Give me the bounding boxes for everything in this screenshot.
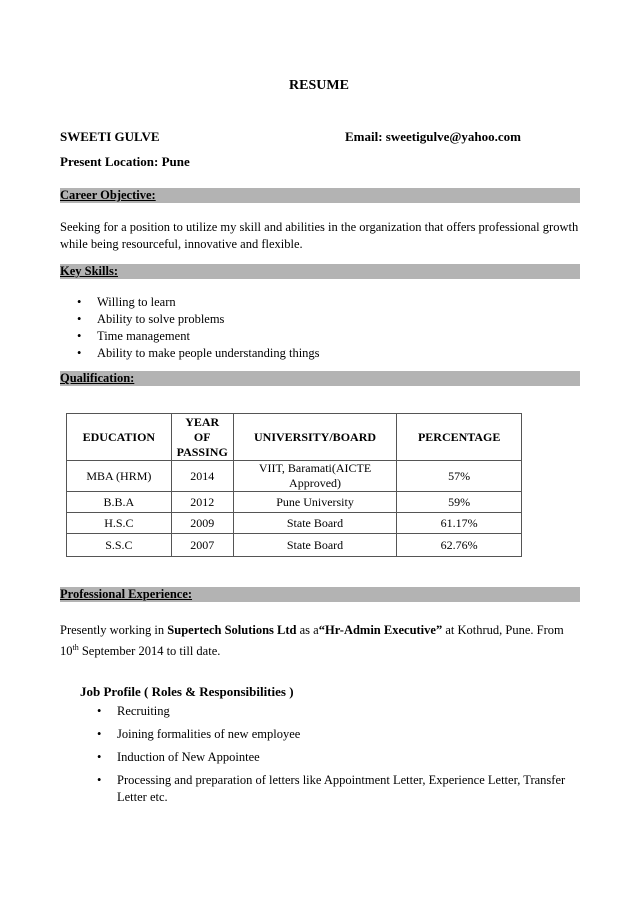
- table-cell: 57%: [397, 461, 522, 492]
- experience-text-part: Presently working in: [60, 623, 168, 637]
- experience-text-part: as a: [296, 623, 319, 637]
- table-cell: 59%: [397, 492, 522, 513]
- list-item: [77, 345, 320, 362]
- qualification-table: [66, 413, 522, 557]
- skill-text: Ability to make people understanding things: [97, 346, 320, 360]
- responsibility-text: Processing and preparation of letters like Appointment Letter, Experience Letter, Transfer Letter etc.: [117, 773, 566, 804]
- company-name: Supertech Solutions Ltd: [167, 623, 297, 637]
- experience-text-part: at Kothrud, Pune. From 10: [60, 623, 564, 659]
- candidate-email: Email: sweetigulve@yahoo.com: [345, 129, 522, 144]
- table-header-row: [67, 414, 522, 461]
- table-cell: 2009: [171, 513, 233, 534]
- bullet-icon: •: [97, 727, 102, 741]
- table-cell: State Board: [233, 534, 397, 557]
- list-item: [77, 311, 320, 328]
- skill-text: Willing to learn: [97, 295, 176, 309]
- list-item: [97, 749, 582, 766]
- table-row: [67, 461, 522, 492]
- bullet-icon: •: [97, 704, 102, 718]
- skills-list: [77, 294, 320, 362]
- list-item: [97, 703, 582, 720]
- section-heading: Qualification:: [60, 371, 135, 385]
- section-career-objective: [60, 188, 580, 203]
- table-cell: 2007: [171, 534, 233, 557]
- table-cell: 2014: [171, 461, 233, 492]
- responsibility-text: Induction of New Appointee: [117, 750, 260, 764]
- present-location: Present Location: Pune: [60, 154, 190, 169]
- responsibility-text: Joining formalities of new employee: [117, 727, 301, 741]
- bullet-icon: •: [97, 750, 102, 764]
- bullet-icon: •: [97, 773, 102, 787]
- section-heading: Key Skills:: [60, 264, 118, 278]
- table-cell: S.S.C: [67, 534, 172, 557]
- career-objective-text: Seeking for a position to utilize my skill and abilities in the organization that offers professional growth while being resourceful, innovative and flexible.: [60, 220, 579, 251]
- section-heading: Professional Experience:: [60, 587, 193, 601]
- list-item: [77, 294, 320, 311]
- list-item: [97, 772, 582, 806]
- date-ordinal: th: [72, 643, 79, 652]
- experience-text: [60, 622, 580, 660]
- responsibility-text: Recruiting: [117, 704, 170, 718]
- section-key-skills: [60, 264, 580, 279]
- header-year: YEAR OF PASSING: [171, 414, 233, 461]
- table-cell: 2012: [171, 492, 233, 513]
- table-cell: VIIT, Baramati(AICTE Approved): [233, 461, 397, 492]
- list-item: [97, 726, 582, 743]
- list-item: [77, 328, 320, 345]
- job-role: “Hr-Admin Executive”: [318, 623, 443, 637]
- section-heading: Career Objective:: [60, 188, 156, 202]
- header-education: EDUCATION: [67, 414, 172, 461]
- table-row: [67, 534, 522, 557]
- candidate-name: SWEETI GULVE: [60, 129, 160, 144]
- header-percentage: PERCENTAGE: [397, 414, 522, 461]
- bullet-icon: •: [77, 329, 82, 343]
- bullet-icon: •: [77, 295, 82, 309]
- job-profile-title: Job Profile ( Roles & Responsibilities ): [80, 684, 294, 699]
- experience-text-part: September 2014 to till date.: [78, 644, 221, 659]
- table-row: [67, 513, 522, 534]
- section-qualification: [60, 371, 580, 386]
- section-professional-experience: [60, 587, 580, 602]
- table-row: [67, 492, 522, 513]
- resume-title: RESUME: [289, 78, 349, 93]
- bullet-icon: •: [77, 312, 82, 326]
- responsibilities-list: [97, 703, 582, 812]
- table-cell: H.S.C: [67, 513, 172, 534]
- table-cell: MBA (HRM): [67, 461, 172, 492]
- header-university: UNIVERSITY/BOARD: [233, 414, 397, 461]
- table-cell: B.B.A: [67, 492, 172, 513]
- skill-text: Time management: [97, 329, 190, 343]
- bullet-icon: •: [77, 346, 82, 360]
- table-cell: Pune University: [233, 492, 397, 513]
- table-cell: 62.76%: [397, 534, 522, 557]
- skill-text: Ability to solve problems: [97, 312, 225, 326]
- table-cell: State Board: [233, 513, 397, 534]
- table-cell: 61.17%: [397, 513, 522, 534]
